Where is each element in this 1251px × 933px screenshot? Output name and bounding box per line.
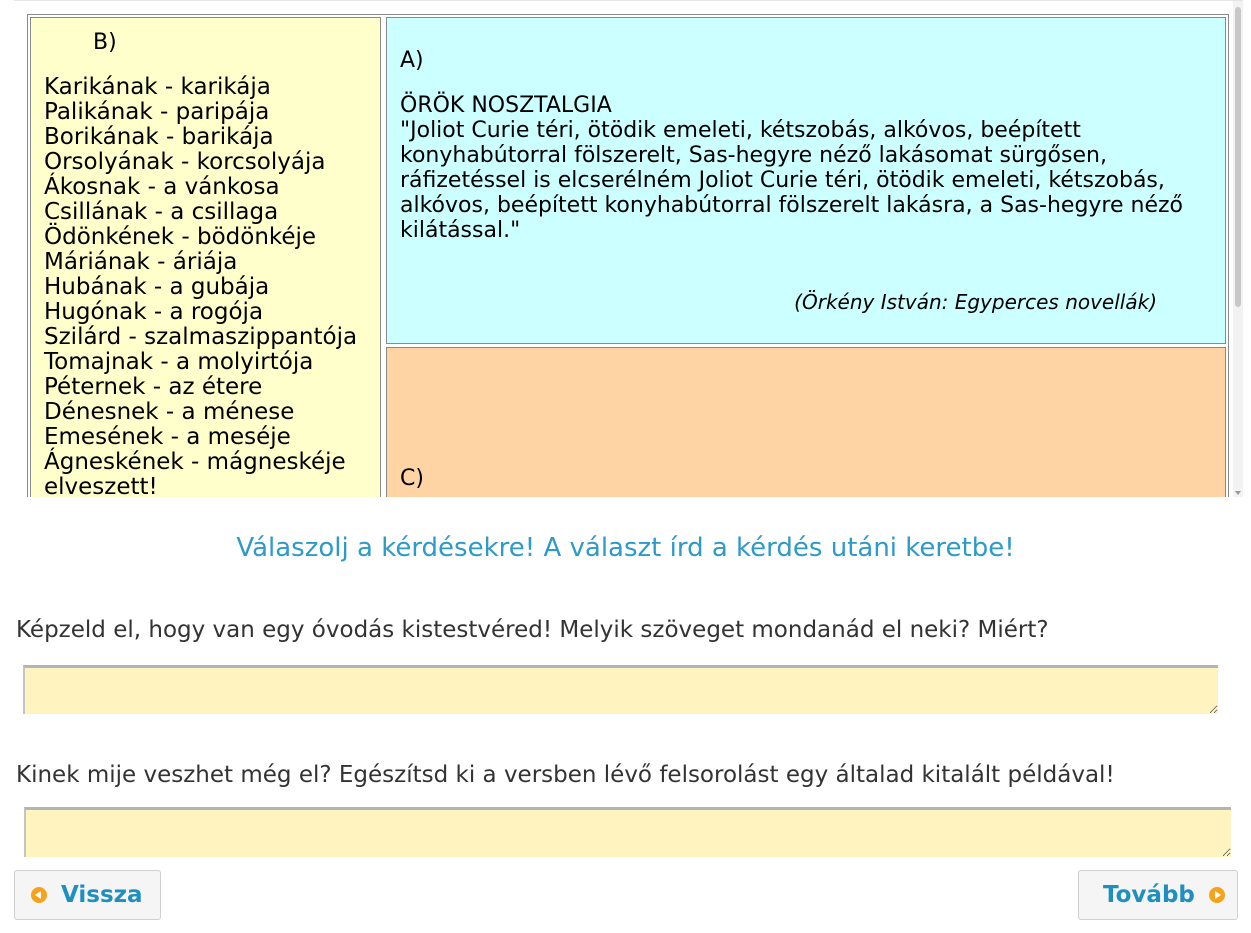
poem-line: elveszett! [44,474,158,497]
scroll-down-icon[interactable] [1235,491,1241,495]
texts-table [27,14,1229,497]
scrollbar-thumb[interactable] [1235,7,1241,307]
back-button[interactable] [14,870,161,920]
poem-line: Hugónak - a rogója [44,299,264,325]
text-c-label: C) [400,466,424,491]
question-2-text: Kinek mije veszhet még el? Egészítsd ki a versben lévő felsorolást egy általad kitalált példával! [16,762,1115,788]
poem-line: Emesének - a meséje [44,424,291,450]
answer-1-field[interactable] [23,665,1218,714]
poem-list [44,75,357,497]
arrow-left-circle-icon [31,887,47,903]
text-a-title: ÖRÖK NOSZTALGIA [400,93,612,118]
arrow-right-circle-icon [1209,887,1225,903]
reading-frame[interactable] [14,0,1243,497]
text-b-cell [30,17,381,497]
answer-2-field[interactable] [24,807,1231,857]
next-button-label: Tovább [1103,882,1195,908]
poem-line: Tomajnak - a molyirtója [44,349,314,375]
next-button[interactable] [1078,870,1238,920]
text-a-source: (Örkény István: Egyperces novellák) [794,290,1157,314]
text-c-cell [386,347,1226,497]
poem-line: Csillának - a csillaga [44,199,279,225]
poem-line: Orsolyának - korcsolyája [44,149,326,175]
back-button-label: Vissza [61,882,143,908]
poem-line: Palikának - paripája [44,99,270,125]
poem-line: Karikának - karikája [44,74,271,100]
poem-line: Ákosnak - a vánkosa [44,174,280,200]
poem-line: Hubának - a gubája [44,274,270,300]
text-b-label: B) [93,30,117,55]
poem-line: Péternek - az étere [44,374,263,400]
question-1-text: Képzeld el, hogy van egy óvodás kistestvéred! Melyik szöveget mondanád el neki? Miért? [16,617,1049,643]
poem-line: Borikának - barikája [44,124,274,150]
poem-line: Máriának - áriája [44,249,238,275]
poem-line: Ágneskének - mágneskéje [44,449,346,475]
instruction-heading: Válaszolj a kérdésekre! A választ írd a kérdés utáni keretbe! [236,533,1015,563]
frame-scrollbar[interactable] [1233,1,1243,497]
poem-line: Ödönkének - bödönkéje [44,224,317,250]
text-a-body: "Joliot Curie téri, ötödik emeleti, kétszobás, alkóvos, beépített konyhabútorral fölszerelt, Sas-hegyre néző lakásomat sürgősen, ráfizetéssel is elcserélném Joliot Curie téri, ötödik emeleti, kétszobás, alkóvos, beépített konyhabútorral fölszerelt lakásra, a Sas-hegyre néző kilátással." [400,118,1183,243]
poem-line: Dénesnek - a ménese [44,399,295,425]
text-a-cell [386,17,1226,344]
poem-line: Szilárd - szalmaszippantója [44,324,358,350]
text-a-label: A) [400,48,424,73]
